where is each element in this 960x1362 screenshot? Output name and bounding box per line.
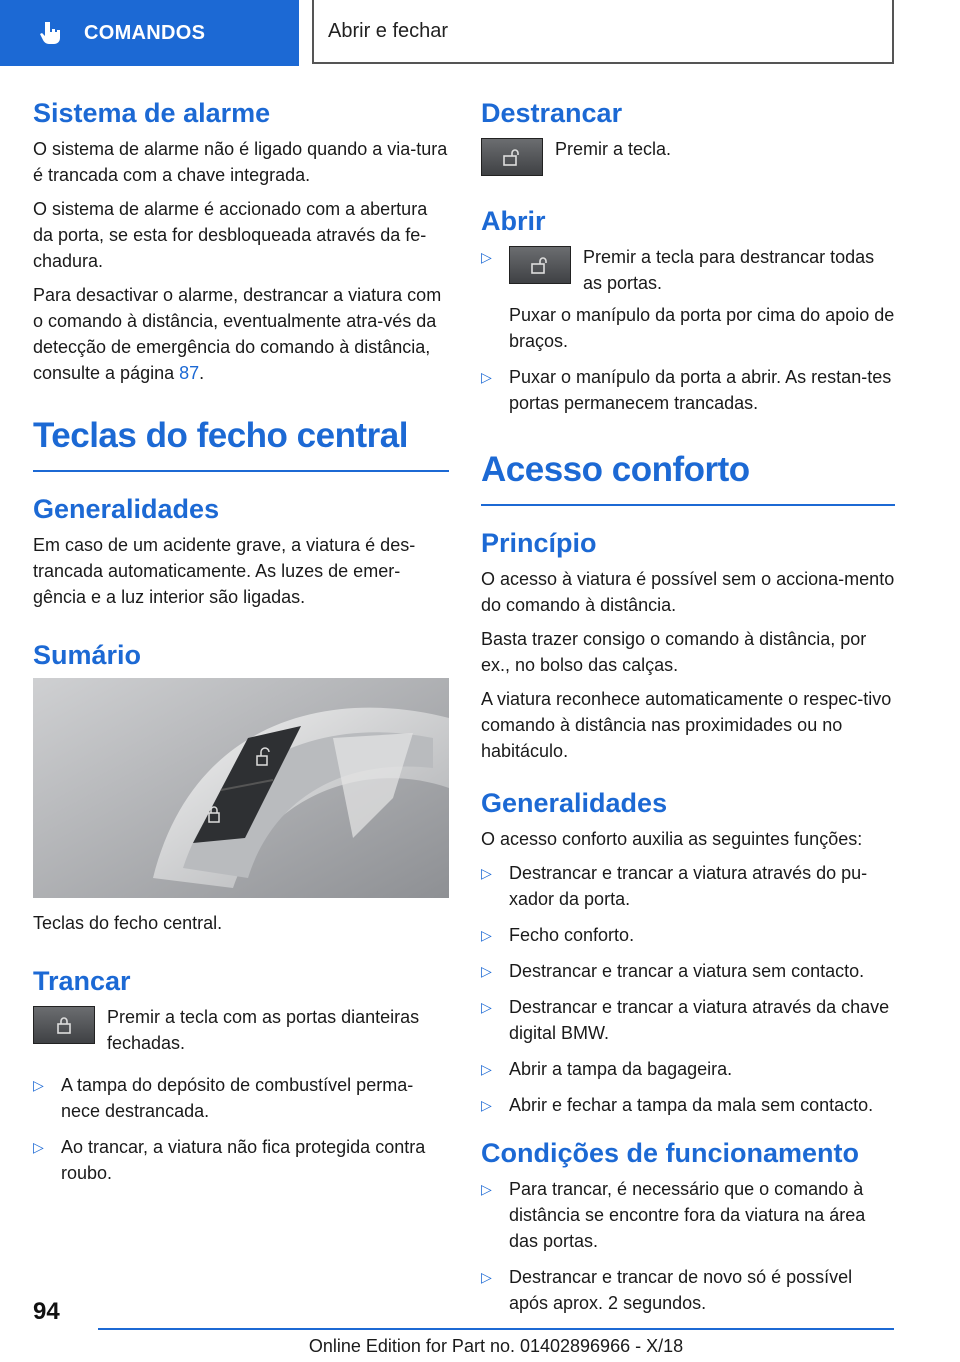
unlock-text: Premir a tecla.: [555, 139, 672, 159]
alarm-paragraph-1: O sistema de alarme não é ligado quando a via-tura é trancada com a chave integrada.: [33, 139, 448, 185]
conditions-bullets: [481, 1176, 895, 1316]
list-item: ▷ Destrancar e trancar a viatura através do pu-xador da porta.: [481, 860, 895, 912]
alarm-paragraph-3: [33, 282, 449, 386]
open-bullets: [481, 244, 895, 416]
chapter-title: Abrir e fechar: [312, 0, 894, 64]
list-item: ▷ Destrancar e trancar a viatura sem contacto.: [481, 958, 895, 984]
open-text: Premir a tecla para destrancar todas as portas.: [583, 247, 875, 293]
open-subtext: Puxar o manípulo da porta por cima do apoio de braços.: [509, 305, 895, 351]
triangle-bullet-icon: ▷: [481, 1097, 492, 1113]
lock-heading: Trancar: [33, 966, 131, 996]
hand-pointer-icon: [38, 20, 64, 46]
lock-key-row: [33, 1004, 449, 1056]
lock-bullets: [33, 1072, 449, 1186]
general-bullets: [481, 860, 895, 1118]
conditions-heading: Condições de funcionamento: [481, 1138, 860, 1168]
section-tab[interactable]: [0, 0, 299, 66]
list-item: ▷ A tampa do depósito de combustível perma-nece destrancada.: [33, 1072, 449, 1124]
list-item: ▷ Fecho conforto.: [481, 922, 895, 948]
open-key-row: [509, 244, 895, 296]
summary-heading: Sumário: [33, 640, 142, 670]
unlock-key-row: [481, 136, 895, 176]
triangle-bullet-icon: ▷: [481, 999, 492, 1015]
triangle-bullet-icon: ▷: [481, 927, 492, 943]
photo-caption: Teclas do fecho central.: [33, 913, 223, 933]
triangle-bullet-icon: ▷: [481, 865, 492, 881]
padlock-closed-icon: [53, 1014, 75, 1036]
list-item: ▷ Destrancar e trancar de novo só é possível após aprox. 2 segundos.: [481, 1264, 895, 1316]
padlock-open-icon: [529, 254, 551, 276]
footer-divider: [98, 1328, 894, 1330]
comfort-access-heading: Acesso conforto: [481, 448, 895, 506]
triangle-bullet-icon: ▷: [33, 1077, 44, 1093]
triangle-bullet-icon: ▷: [481, 1269, 492, 1285]
general-heading-left: Generalidades: [33, 494, 220, 524]
list-item: ▷ Para trancar, é necessário que o comando à distância se encontre fora da viatura na área das portas.: [481, 1176, 895, 1254]
list-item: ▷ Abrir e fechar a tampa da mala sem contacto.: [481, 1092, 895, 1118]
list-item: ▷ Abrir a tampa da bagageira.: [481, 1056, 895, 1082]
unlock-key-image-2: [509, 246, 571, 284]
lock-text: Premir a tecla com as portas dianteiras fechadas.: [107, 1007, 420, 1053]
triangle-bullet-icon: ▷: [481, 1061, 492, 1077]
general-heading-right: Generalidades: [481, 788, 668, 818]
padlock-open-icon: [501, 146, 523, 168]
central-locking-heading: Teclas do fecho central: [33, 414, 449, 472]
triangle-bullet-icon: ▷: [481, 1181, 492, 1197]
list-item: ▷ Ao trancar, a viatura não fica protegida contra roubo.: [33, 1134, 449, 1186]
list-item: [481, 244, 895, 354]
door-buttons-photo: [33, 678, 449, 898]
page-header: [0, 0, 960, 66]
triangle-bullet-icon: ▷: [481, 369, 492, 385]
principle-paragraph-2: Basta trazer consigo o comando à distância, por ex., no bolso das calças.: [481, 629, 867, 675]
alarm-heading: Sistema de alarme: [33, 98, 271, 128]
edition-text: Online Edition for Part no. 01402896966 - X/18: [308, 1336, 684, 1356]
right-column: [481, 96, 895, 1326]
alarm-paragraph-3-text: Para desactivar o alarme, destrancar a viatura com o comando à distância, eventualmente atra-vés da detecção de emergência do comando à distância, consulte a página: [33, 285, 442, 383]
general-intro: O acesso conforto auxilia as seguintes funções:: [481, 829, 863, 849]
triangle-bullet-icon: ▷: [481, 963, 492, 979]
principle-heading: Princípio: [481, 528, 597, 558]
page-number: 94: [33, 1298, 60, 1325]
principle-paragraph-3: A viatura reconhece automaticamente o respec-tivo comando à distância nas proximidades ou no habitáculo.: [481, 689, 892, 761]
triangle-bullet-icon: ▷: [481, 249, 492, 265]
principle-paragraph-1: O acesso à viatura é possível sem o acciona-mento do comando à distância.: [481, 569, 895, 615]
list-item: ▷ Puxar o manípulo da porta a abrir. As restan-tes portas permanecem trancadas.: [481, 364, 895, 416]
section-label: COMANDOS: [84, 21, 206, 44]
page-link[interactable]: 87: [179, 363, 200, 383]
open-heading: Abrir: [481, 206, 546, 236]
alarm-paragraph-2: O sistema de alarme é accionado com a abertura da porta, se esta for desbloqueada através da fe-chadura.: [33, 199, 428, 271]
list-item: ▷ Destrancar e trancar a viatura através da chave digital BMW.: [481, 994, 895, 1046]
unlock-heading: Destrancar: [481, 98, 623, 128]
lock-key-image: [33, 1006, 95, 1044]
left-column: [33, 96, 449, 1196]
general-paragraph-left: Em caso de um acidente grave, a viatura é des-trancada automaticamente. As luzes de emer-gência e a luz interior são ligadas.: [33, 535, 416, 607]
unlock-key-image: [481, 138, 543, 176]
triangle-bullet-icon: ▷: [33, 1139, 44, 1155]
alarm-paragraph-3-end: .: [199, 363, 205, 383]
